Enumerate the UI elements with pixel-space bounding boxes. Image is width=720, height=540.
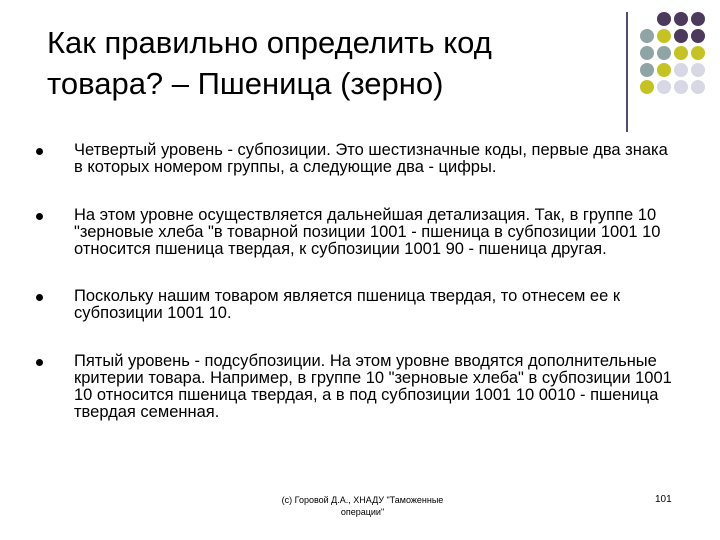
decorative-dot <box>674 63 688 77</box>
bullet-item <box>47 353 677 421</box>
decorative-vertical-line <box>626 12 628 132</box>
decorative-dot <box>657 63 671 77</box>
title-line-2: товара? – Пшеница (зерно) <box>47 66 444 101</box>
decorative-dot <box>691 12 705 26</box>
decorative-dot <box>640 80 654 94</box>
footer-line-2: операции" <box>340 507 385 517</box>
bullet-dot-icon <box>36 359 43 366</box>
decorative-dot <box>674 29 688 43</box>
bullet-dot-icon <box>36 294 43 301</box>
decorative-dot <box>657 29 671 43</box>
decorative-dot <box>657 80 671 94</box>
bullet-text: Поскольку нашим товаром является пшеница твердая, то отнесем ее к субпозиции 1001 10. <box>74 287 621 322</box>
bullet-text: На этом уровне осуществляется дальнейшая детализация. Так, в группе 10 "зерновые хлеба "в товарной позиции 1001 - пшеница в субпозиции 1001 10 относится пшеница твердая, к субпозиции 1001 90 - пшеница другая. <box>74 206 661 258</box>
decorative-dot <box>674 46 688 60</box>
decorative-dot <box>674 12 688 26</box>
footer-credit <box>255 494 470 518</box>
decorative-dot <box>657 46 671 60</box>
slide-title <box>47 22 607 104</box>
decorative-dot <box>691 46 705 60</box>
bullet-item <box>47 142 677 176</box>
decorative-dot <box>640 29 654 43</box>
bullet-item <box>47 288 677 322</box>
bullet-list <box>47 142 677 421</box>
title-line-1: Как правильно определить код <box>47 25 492 60</box>
footer-line-1: (c) Горовой Д.А., ХНАДУ "Таможенные <box>281 495 444 505</box>
page-number: 101 <box>655 494 672 505</box>
bullet-text: Пятый уровень - подсубпозиции. На этом уровне вводятся дополнительные критерии товара. Например, в группе 10 "зерновые хлеба" в субпозиции 1001 10 относится пшеница твердая, а в под субпозиции 1001 10 0010 - пшеница твердая семенная. <box>74 352 672 421</box>
decorative-dot <box>657 12 671 26</box>
decorative-dot <box>640 46 654 60</box>
bullet-item <box>47 207 677 258</box>
decorative-dot <box>691 80 705 94</box>
decorative-dot <box>674 80 688 94</box>
decorative-dot <box>640 63 654 77</box>
decorative-dot <box>691 29 705 43</box>
bullet-dot-icon <box>36 148 43 155</box>
decorative-dot <box>691 63 705 77</box>
bullet-dot-icon <box>36 213 43 220</box>
bullet-text: Четвертый уровень - субпозиции. Это шестизначные коды, первые два знака в которых номером группы, а следующие два - цифры. <box>74 141 668 176</box>
